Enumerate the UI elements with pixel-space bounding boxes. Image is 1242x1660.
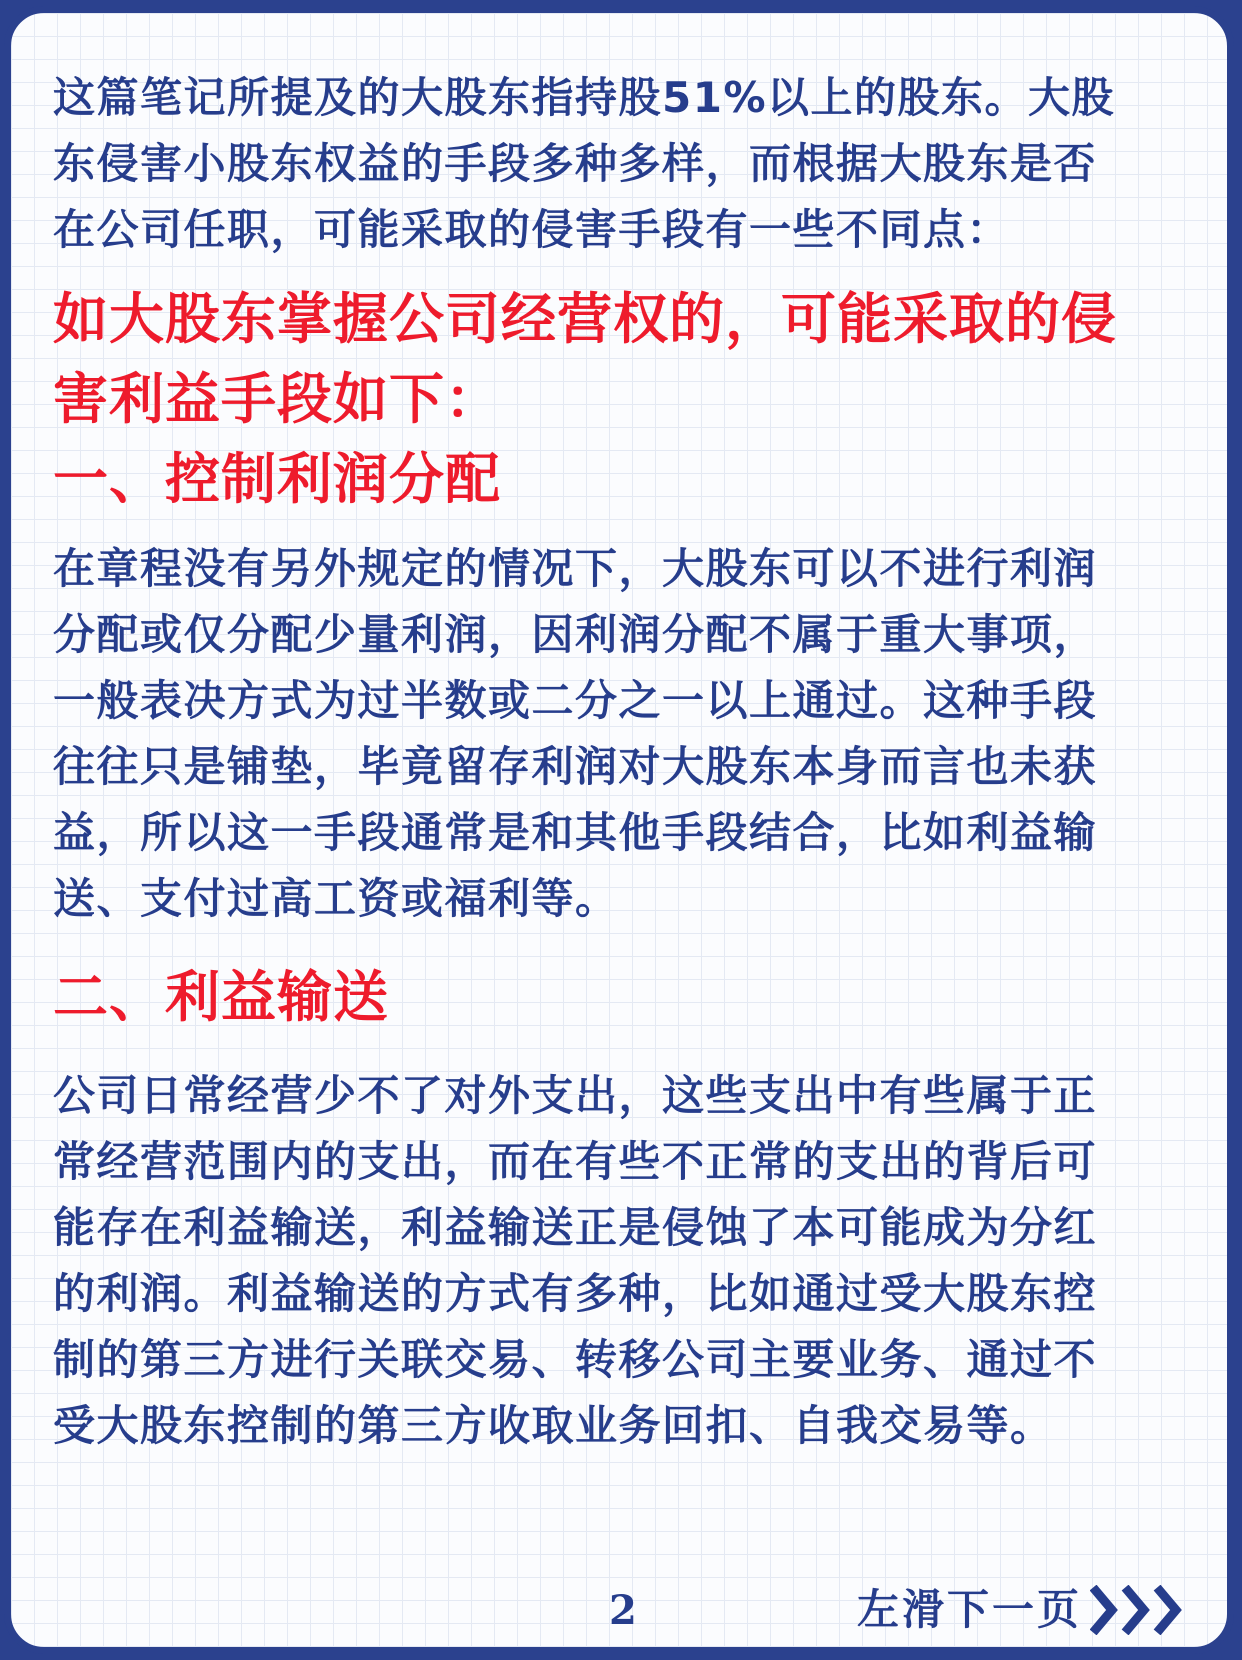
section-heading-profit-distribution: 一、控制利润分配 (53, 447, 502, 511)
paragraph-line: 公司日常经营少不了对外支出，这些支出中有些属于正 (53, 1071, 1098, 1120)
triple-chevron-right-icon (1090, 1585, 1190, 1635)
paragraph-line: 常经营范围内的支出，而在有些不正常的支出的背后可 (53, 1137, 1098, 1186)
highlight-line: 害利益手段如下： (53, 367, 502, 431)
paragraph-line: 送、支付过高工资或福利等。 (53, 874, 619, 923)
note-card (4, 6, 1234, 1654)
paragraph-line: 的利润。利益输送的方式有多种，比如通过受大股东控 (53, 1269, 1098, 1318)
paragraph-line: 受大股东控制的第三方收取业务回扣、自我交易等。 (53, 1401, 1054, 1450)
paragraph-line: 益，所以这一手段通常是和其他手段结合，比如利益输 (53, 808, 1098, 857)
intro-paragraph (53, 65, 1213, 263)
paragraph-line: 一般表决方式为过半数或二分之一以上通过。这种手段 (53, 676, 1098, 725)
intro-line: 这篇笔记所提及的大股东指持股51%以上的股东。大股 (53, 73, 1116, 122)
section-paragraph-profit-distribution (53, 536, 1213, 932)
paragraph-line: 制的第三方进行关联交易、转移公司主要业务、通过不 (53, 1335, 1098, 1384)
intro-line: 东侵害小股东权益的手段多种多样，而根据大股东是否 (53, 139, 1098, 188)
section-paragraph-benefit-transfer (53, 1063, 1213, 1459)
paragraph-line: 分配或仅分配少量利润，因利润分配不属于重大事项， (53, 610, 1098, 659)
highlight-line: 如大股东掌握公司经营权的，可能采取的侵 (53, 287, 1118, 351)
page-number: 2 (609, 1587, 637, 1634)
next-page-label: 左滑下一页 (857, 1585, 1083, 1634)
section-heading-benefit-transfer: 二、利益输送 (53, 965, 390, 1029)
paragraph-line: 在章程没有另外规定的情况下，大股东可以不进行利润 (53, 544, 1098, 593)
paragraph-line: 往往只是铺垫，毕竟留存利润对大股东本身而言也未获 (53, 742, 1098, 791)
paragraph-line: 能存在利益输送，利益输送正是侵蚀了本可能成为分红 (53, 1203, 1098, 1252)
next-page-link[interactable] (857, 1580, 1190, 1640)
highlight-statement (53, 279, 1213, 439)
intro-line: 在公司任职，可能采取的侵害手段有一些不同点： (53, 205, 1011, 254)
